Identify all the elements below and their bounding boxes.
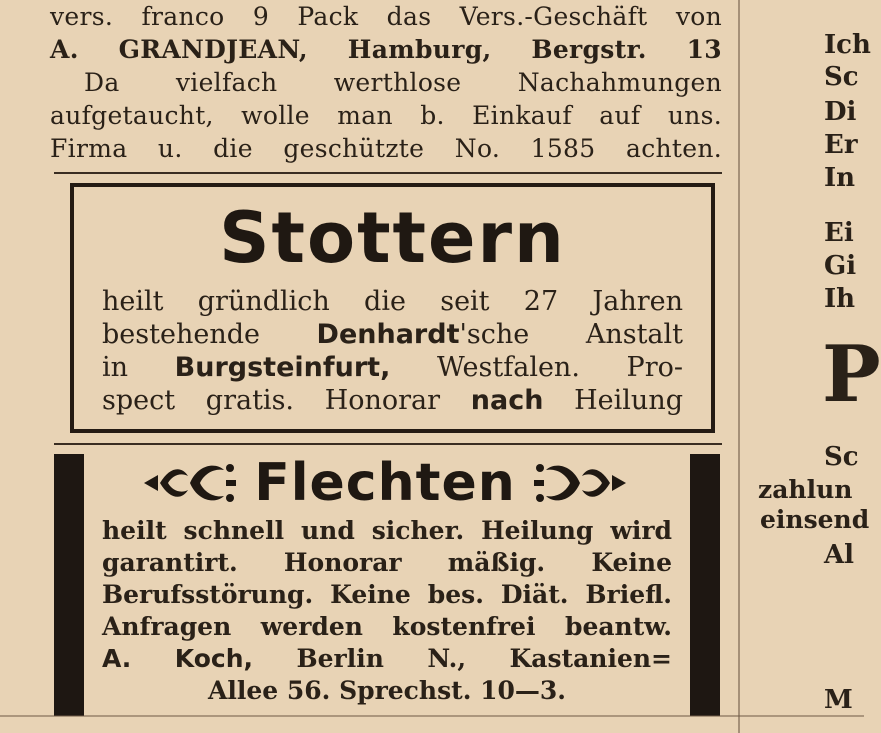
fragment-text: Gi	[824, 251, 857, 281]
column-rule-right	[738, 0, 740, 733]
flechten-title: Flechten	[254, 453, 516, 513]
adjacent-column-fragment	[748, 0, 881, 733]
fragment-large-letter: P	[822, 329, 881, 420]
fragment-text: M	[824, 685, 853, 715]
fragment-text: Er	[824, 130, 858, 160]
flechten-line-3: Berufsstörung. Keine bes. Diät. Briefl.	[102, 580, 672, 609]
stottern-line-3	[102, 351, 683, 384]
bottom-rule	[0, 715, 864, 717]
stottern-line-4	[102, 384, 683, 417]
separator-rule	[54, 172, 722, 174]
flechten-body	[102, 515, 672, 707]
flechten-line-1: heilt schnell und sicher. Heilung wird	[102, 516, 672, 545]
ornament-left-icon	[140, 456, 240, 510]
text-span: Westfalen. Pro-	[390, 352, 683, 383]
fragment-text: Ich	[824, 30, 871, 60]
fragment-text: Al	[824, 540, 855, 570]
right-border-bar	[690, 454, 720, 716]
fragment-text: Ei	[824, 218, 854, 248]
text-span: in	[102, 352, 175, 383]
top-line-2: A. GRANDJEAN, Hamburg, Bergstr. 13	[50, 35, 722, 64]
top-line-4: aufgetaucht, wolle man b. Einkauf auf uns.	[50, 101, 722, 130]
top-line-5: Firma u. die geschützte No. 1585 achten.	[50, 134, 722, 163]
top-line-1: vers. franco 9 Pack das Vers.-Geschäft von	[50, 2, 722, 31]
flechten-header	[100, 452, 670, 514]
flechten-line-2: garantirt. Honorar mäßig. Keine	[102, 548, 672, 577]
fragment-text: Di	[824, 97, 857, 127]
fragment-text: Sc	[824, 62, 859, 92]
top-advertisement-text	[50, 0, 722, 165]
stottern-advertisement	[70, 183, 715, 433]
fragment-text: Ih	[824, 284, 856, 314]
emphasis-word: nach	[470, 385, 544, 416]
stottern-line-2	[102, 318, 683, 351]
text-span: Heilung	[543, 385, 683, 416]
institute-name: Denhardt	[316, 319, 460, 350]
town-name: Burgsteinfurt,	[174, 352, 391, 383]
fragment-text: In	[824, 163, 856, 193]
ornament-right-icon	[530, 456, 630, 510]
fragment-text: einsend	[760, 505, 870, 534]
flechten-line-6: Allee 56. Sprechst. 10—3.	[207, 676, 567, 705]
text-span: spect gratis. Honorar	[102, 385, 471, 416]
separator-rule	[54, 443, 722, 445]
stottern-body	[102, 285, 683, 417]
stottern-title: Stottern	[219, 197, 566, 279]
text-span: Berlin N., Kastanien=	[253, 644, 672, 673]
top-line-3: Da vielfach werthlose Nachahmungen	[84, 68, 722, 97]
text-span: bestehende	[102, 319, 317, 350]
stottern-line-1: heilt gründlich die seit 27 Jahren	[102, 286, 683, 317]
left-border-bar	[54, 454, 84, 716]
fragment-text: Sc	[824, 442, 859, 472]
fragment-text: zahlun	[758, 475, 853, 504]
flechten-line-5	[102, 643, 672, 675]
text-span: 'sche Anstalt	[459, 319, 683, 350]
advertiser-name: A. Koch,	[102, 644, 254, 673]
flechten-line-4: Anfragen werden kostenfrei beantw.	[102, 612, 672, 641]
